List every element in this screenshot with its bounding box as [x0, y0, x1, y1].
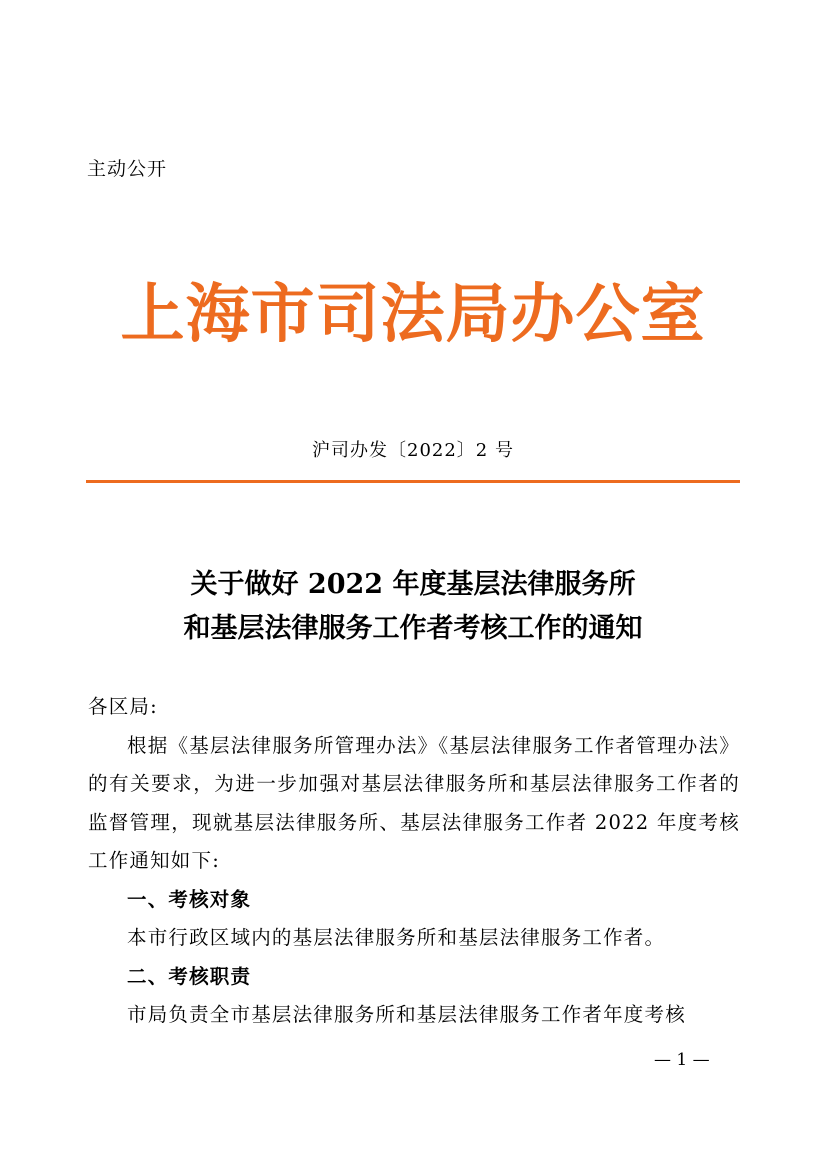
intro-paragraph: 根据《基层法律服务所管理办法》《基层法律服务工作者管理办法》的有关要求，为进一步加强对基层法律服务所和基层法律服务工作者的监督管理，现就基层法律服务所、基层法律服务工作者 2022 年度考核工作通知如下: — [88, 733, 740, 872]
issuing-office-title: 上海市司法局办公室 — [120, 277, 706, 352]
salutation: 各区局: — [88, 695, 158, 718]
red-separator-line — [86, 480, 740, 483]
notice-title-line-1: 关于做好 2022 年度基层法律服务所 — [190, 569, 636, 600]
section-2-text: 市局负责全市基层法律服务所和基层法律服务工作者年度考核 — [127, 1003, 686, 1026]
notice-title — [0, 563, 826, 651]
disclosure-label: 主动公开 — [87, 158, 168, 180]
notice-title-line-2: 和基层法律服务工作者考核工作的通知 — [183, 613, 643, 644]
section-1-text: 本市行政区域内的基层法律服务所和基层法律服务工作者。 — [127, 926, 666, 949]
notice-body — [88, 688, 740, 1035]
document-number: 沪司办发〔2022〕2 号 — [312, 440, 514, 461]
section-2-heading: 二、考核职责 — [127, 964, 252, 988]
page-number: — 1 — — [654, 1050, 710, 1070]
section-1-heading: 一、考核对象 — [127, 887, 252, 911]
